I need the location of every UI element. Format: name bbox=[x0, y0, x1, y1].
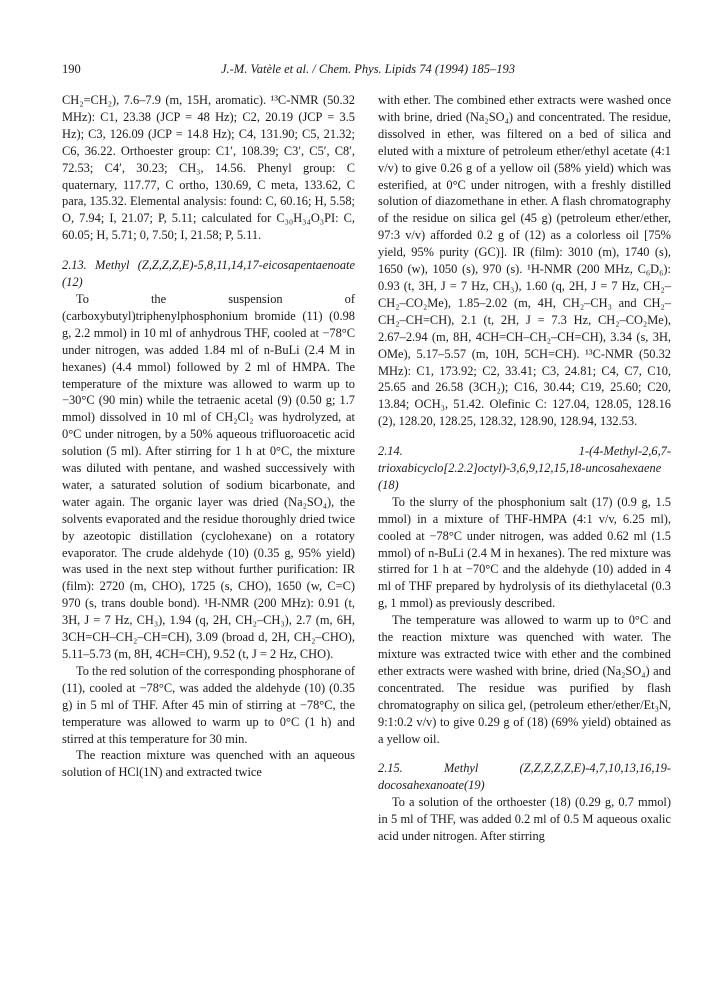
paragraph: To the red solution of the corresponding phosphorane of (11), cooled at −78°C, was added the aldehyde (10) (0.35 g) in 5 ml of THF. After 45 min of stirring at −78°C, the temperature was allowed to warm up to 0°C (1 h) and stirred at this temperature for 30 min. bbox=[62, 663, 355, 746]
section-heading-2-13: 2.13. Methyl (Z,Z,Z,Z,E)-5,8,11,14,17-eicosapentaenoate (12) bbox=[62, 258, 355, 290]
paragraph: The reaction mixture was quenched with an aqueous solution of HCl(1N) and extracted twice bbox=[62, 748, 355, 780]
section-heading-2-14: 2.14. 1-(4-Methyl-2,6,7-trioxabicyclo[2.2.2]octyl)-3,6,9,12,15,18-uncosahexaene (18) bbox=[378, 444, 671, 492]
continued-paragraph: CH₂=CH₂), 7.6–7.9 (m, 15H, aromatic). ¹³C-NMR (50.32 MHz): C1, 23.38 (JCP = 48 Hz); C2, 20.19 (JCP = 3.5 Hz); C3, 126.09 (JCP = 14.8 Hz); C4, 131.90; C5, 21.32; C6, 36.22. Orthoester group: C1′, 108.39; C3′, C5′, C8′, 72.53; C4′, 30.23; CH₃, 14.56. Phenyl group: C quaternary, 117.77, C ortho, 130.69, C meta, 133.62, C para, 135.32. Elemental analysis: found: C, 60.16; H, 5.58; O, 7.94; I, 21.07; P, 5.11; calculated for C₃₀H₃₄O₃PI: C, 60.05; H, 5.71; 0, 7.50; I, 21.58; P, 5.11. bbox=[62, 93, 355, 243]
page-header bbox=[62, 62, 674, 80]
paragraph: To a solution of the orthoester (18) (0.29 g, 0.7 mmol) in 5 ml of THF, was added 0.2 ml of 0.5 M aqueous oxalic acid under nitrogen. After stirring bbox=[378, 795, 671, 844]
paragraph: The temperature was allowed to warm up to 0°C and the reaction mixture was quenched with water. The mixture was extracted twice with ether and the combined ether extracts were washed with brine, dried (Na₂SO₄) and concentrated. The residue was purified by flash chromatography on silica gel, (petroleum ether/ether/Et₃N, 9:1:0.2 v/v) to give 0.29 g of (18) (69% yield) obtained as a yellow oil. bbox=[378, 613, 671, 746]
continued-paragraph: with ether. The combined ether extracts were washed once with brine, dried (Na₂SO₄) and concentrated. The residue, dissolved in ether, was filtered on a bed of silica and eluted with a mixture of petroleum ether/ethyl acetate (4:1 v/v) to give 0.26 g of a yellow oil (58% yield) which was esterified, at 0°C under nitrogen, with a freshly distilled solution of diazomethane in ether. A flash chromatography of the residue on silica gel (45 g) (petroleum ether/ether, 97:3 v/v) afforded 0.2 g of (12) as a colorless oil [75% yield, 95% purity (GC)]. IR (film): 3010 (m), 1740 (s), 1650 (w), 1050 (s), 970 (s). ¹H-NMR (200 MHz, C₆D₆): 0.93 (t, 3H, J = 7 Hz, CH₃), 1.60 (q, 2H, J = 7 Hz, CH₂–CH₂–CO₂Me), 1.85–2.02 (m, 4H, CH₂–CH₃ and CH₂–CH₂–CH=CH), 2.1 (t, 2H, J = 7.3 Hz, CH₂–CO₂Me), 2.67–2.94 (m, 8H, 4CH=CH–CH₂–CH=CH), 3.34 (s, 3H, OMe), 5.17–5.57 (m, 10H, 5CH=CH). ¹³C-NMR (50.32 MHz): C1, 173.92; C2, 33.41; C3, 24.81; C4, C7, C10, 25.65 and 26.58 (3CH₂); C16, 30.44; C19, 25.60; C20, 13.84; OCH₃, 51.42. Olefinic C: 127.04, 128.05, 128.16 (2), 128.20, 128.25, 128.32, 128.90, 128.94, 132.53. bbox=[378, 93, 671, 429]
paragraph: To the suspension of (carboxybutyl)triphenylphosphonium bromide (11) (0.98 g, 2.2 mmol) in 10 ml of anhydrous THF, cooled at −78°C under nitrogen, was added 1.84 ml of n-BuLi (2.4 M in hexanes) (4.4 mmol) followed by 2 ml of HMPA. The temperature of the mixture was allowed to warm up to −30°C (90 min) while the tetraenic acetal (9) (0.50 g; 1.7 mmol) dissolved in 10 ml of CH₂Cl₂ was hydrolyzed, at 0°C under nitrogen, by a 50% aqueous trifluoroacetic acid solution (5 ml). After stirring for 1 h at 0°C, the mixture was diluted with pentane, and washed successively with water, a saturated solution of sodium bicarbonate, and water again. The organic layer was dried (Na₂SO₄), the solvents evaporated and the residue thoroughly dried twice by azeotopic distillation (cyclohexane) on a rotatory evaporator. The crude aldehyde (10) (0.35 g, 95% yield) was used in the next step without further purification: IR (film): 2720 (m, CHO), 1725 (s, CHO), 1650 (w, C=C) 970 (s, trans double bond). ¹H-NMR (200 MHz): 0.91 (t, 3H, J = 7 Hz, CH₃), 1.94 (q, 2H, CH₂–CH₃), 2.7 (m, 6H, 3CH=CH–CH₂–CH=CH), 3.09 (broad d, 2H, CH₂–CHO), 5.11–5.73 (m, 8H, 4CH=CH), 9.52 (t, J = 2 Hz, CHO). bbox=[62, 291, 355, 661]
paragraph: To the slurry of the phosphonium salt (17) (0.9 g, 1.5 mmol) in a mixture of THF-HMPA (4:1 v/v, 6.25 ml), cooled at −78°C under nitrogen, was added 0.62 ml (1.5 mmol) of n-BuLi (2.4 M in hexanes). The red mixture was stirred for 1 h at −70°C and the aldehyde (10) added in 4 ml of THF prepared by hydrolysis of its diethylacetal (0.3 g, 1 mmol) as previously described. bbox=[378, 494, 671, 611]
right-column bbox=[378, 92, 671, 845]
section-heading-2-15: 2.15. Methyl (Z,Z,Z,Z,Z,E)-4,7,10,13,16,19-docosahexanoate(19) bbox=[378, 761, 671, 793]
left-column bbox=[62, 92, 355, 781]
running-title: J.-M. Vatèle et al. / Chem. Phys. Lipids 74 (1994) 185–193 bbox=[220, 62, 516, 76]
page-number: 190 bbox=[62, 62, 81, 76]
